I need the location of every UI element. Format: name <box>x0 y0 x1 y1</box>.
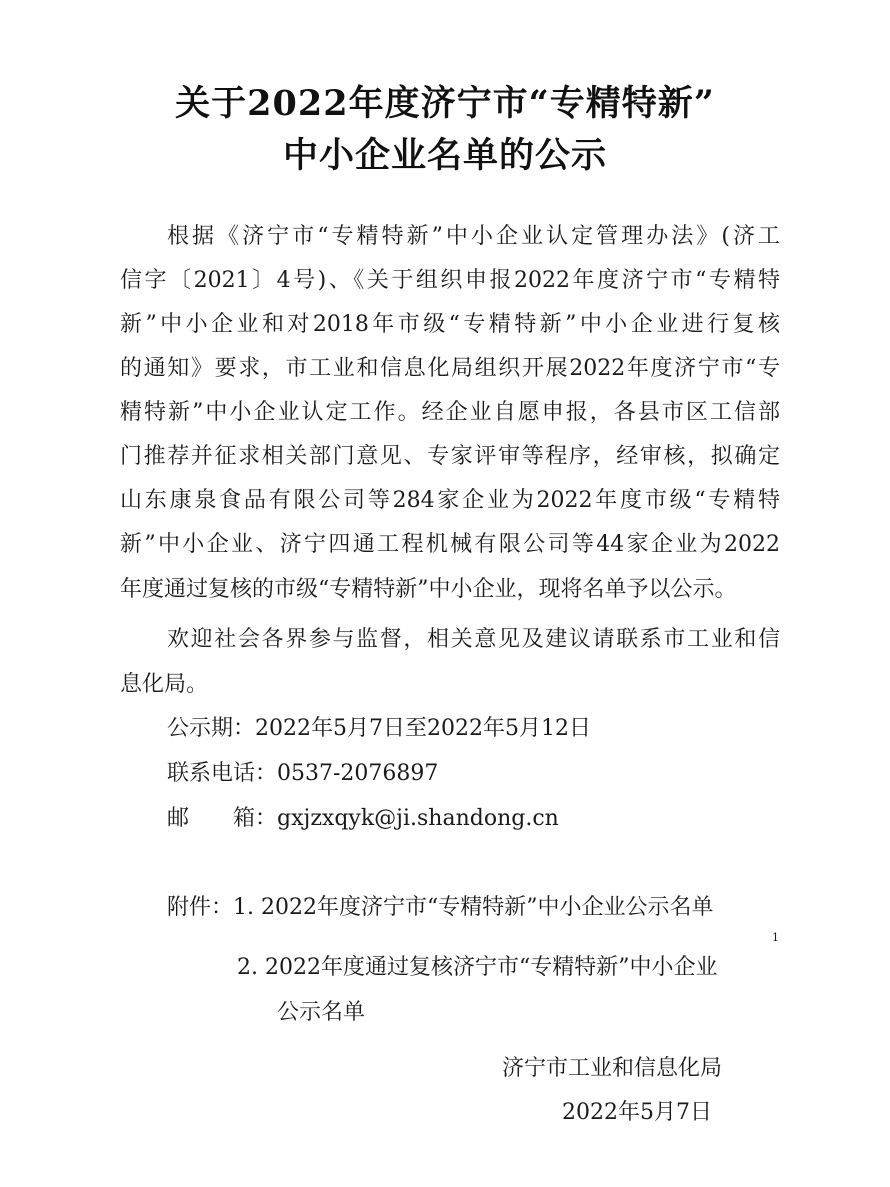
paragraph-2-line-2: 息化局。 <box>120 672 209 697</box>
attachment-item-1: 1. 2022年度济宁市“专精特新”中小企业公示名单 <box>233 895 714 920</box>
paragraph-1-line-8: 新”中小企业、济宁四通工程机械有限公司等44家企业为2022 <box>120 532 780 557</box>
attachment-item-2-line-1: 2. 2022年度通过复核济宁市“专精特新”中小企业 <box>237 955 718 980</box>
signature-date: 2022年5月7日 <box>562 1100 712 1125</box>
paragraph-1-line-6: 门推荐并征求相关部门意见、专家评审等程序，经审核，拟确定 <box>120 444 780 469</box>
paragraph-1-line-5: 精特新”中小企业认定工作。经企业自愿申报，各县市区工信部 <box>120 400 780 425</box>
email-address[interactable]: gxjzxqyk@ji.shandong.cn <box>277 806 559 831</box>
document-title-line-1: 关于2022年度济宁市“专精特新” <box>175 83 715 124</box>
page-number: 1 <box>772 931 779 944</box>
attachments-label: 附件： <box>167 895 234 920</box>
email-label: 邮 箱： <box>167 806 278 831</box>
paragraph-1-line-4: 的通知》要求，市工业和信息化局组织开展2022年度济宁市“专 <box>120 356 780 381</box>
attachment-item-2-line-2: 公示名单 <box>277 1000 366 1025</box>
paragraph-1-line-2: 信字〔2021〕4号)、《关于组织申报2022年度济宁市“专精特 <box>120 268 780 293</box>
contact-phone: 联系电话：0537-2076897 <box>167 761 439 786</box>
announcement-period: 公示期：2022年5月7日至2022年5月12日 <box>167 716 591 741</box>
paragraph-1-line-3: 新”中小企业和对2018年市级“专精特新”中小企业进行复核 <box>120 312 780 337</box>
paragraph-1-line-7: 山东康泉食品有限公司等284家企业为2022年度市级“专精特 <box>120 488 780 513</box>
attachments-row-1 <box>167 893 713 923</box>
signature-organization: 济宁市工业和信息化局 <box>502 1056 723 1081</box>
document-title-line-2: 中小企业名单的公示 <box>282 135 607 176</box>
paragraph-1-line-9: 年度通过复核的市级“专精特新”中小企业，现将名单予以公示。 <box>120 577 737 602</box>
contact-email-row <box>167 804 559 834</box>
paragraph-2-line-1: 欢迎社会各界参与监督，相关意见及建议请联系市工业和信 <box>167 627 780 652</box>
paragraph-1-line-1: 根据《济宁市“专精特新”中小企业认定管理办法》(济工 <box>167 224 780 249</box>
